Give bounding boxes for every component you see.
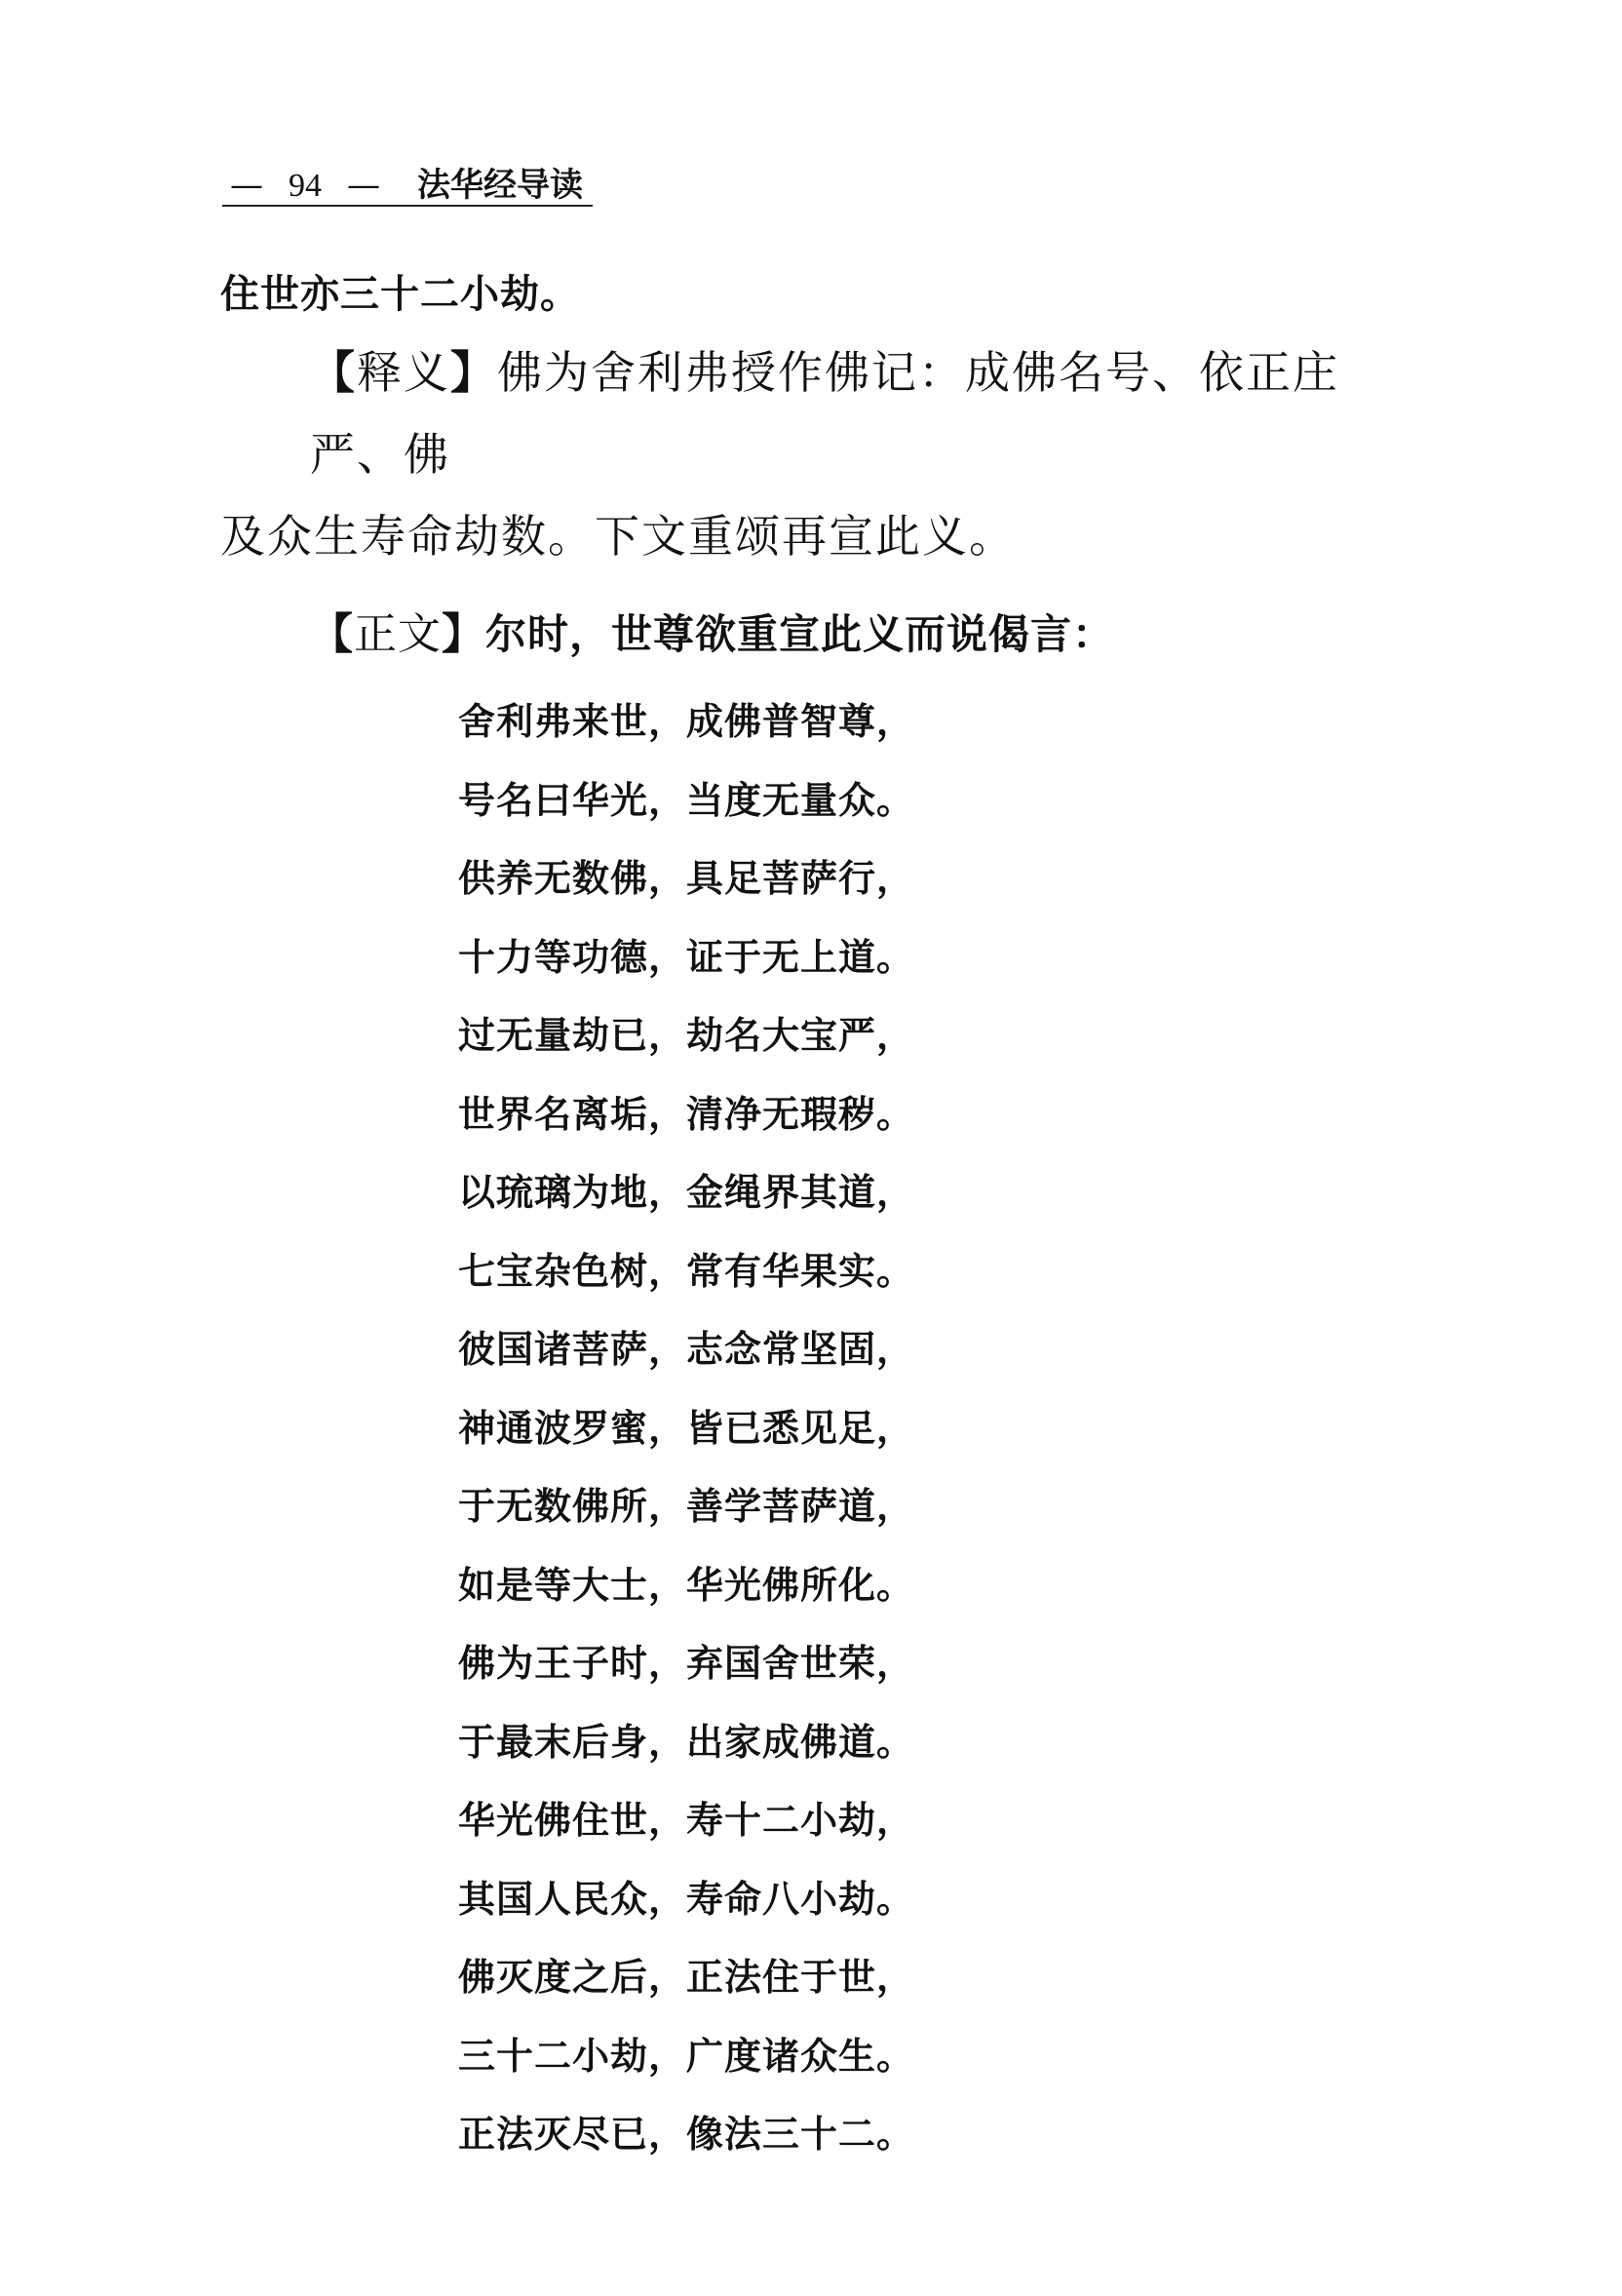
verse-line: 舍利弗来世，成佛普智尊，: [458, 700, 915, 743]
header-dash-left: —: [230, 166, 263, 205]
explanation-paragraph: [220, 331, 1429, 577]
explanation-line-2: 及众生寿命劫数。下文重颂再宣此义。: [220, 510, 1016, 563]
book-title: 法华经导读: [417, 166, 583, 205]
header-dash-right: —: [347, 166, 380, 205]
verse-line: 三十二小劫，广度诸众生。: [458, 2034, 915, 2078]
verse-line: 十力等功德，证于无上道。: [458, 935, 915, 979]
verse-line: 过无量劫已，劫名大宝严，: [458, 1014, 915, 1057]
verse-line: 世界名离垢，清净无瑕秽。: [458, 1092, 915, 1136]
explanation-line-1: [220, 331, 1429, 495]
verse-line: 七宝杂色树，常有华果实。: [458, 1249, 915, 1293]
verse-line: 佛灭度之后，正法住于世，: [458, 1956, 915, 1999]
header-rule: [222, 205, 593, 207]
verse-line: 供养无数佛，具足菩萨行，: [458, 857, 915, 900]
explanation-label: 【释义】: [310, 346, 497, 399]
verse-line: 如是等大士，华光佛所化。: [458, 1563, 915, 1607]
explanation-text-1: 佛为舍利弗授作佛记：成佛名号、依正庄严、佛: [310, 346, 1339, 481]
main-text-label: 【正文】: [310, 609, 485, 659]
verse-line: 其国人民众，寿命八小劫。: [458, 1877, 915, 1921]
main-text-intro-text: 尔时，世尊欲重宣此义而说偈言：: [485, 610, 1115, 658]
verse-line: 华光佛住世，寿十二小劫，: [458, 1799, 915, 1842]
verse-list: [458, 682, 914, 2174]
verse-line: 正法灭尽已，像法三十二。: [458, 2113, 915, 2156]
verse-line: 彼国诸菩萨，志念常坚固，: [458, 1328, 915, 1371]
continuation-line: 住世亦三十二小劫。: [220, 272, 580, 317]
verse-line: 以琉璃为地，金绳界其道，: [458, 1171, 915, 1214]
verse-line: 于最末后身，出家成佛道。: [458, 1720, 915, 1764]
verse-line: 号名曰华光，当度无量众。: [458, 778, 915, 822]
verse-line: 佛为王子时，弃国舍世荣，: [458, 1642, 915, 1685]
main-text-intro: [310, 599, 1114, 661]
running-header: [222, 158, 583, 207]
page-number: 94: [289, 168, 322, 204]
verse-line: 神通波罗蜜，皆已悉见足，: [458, 1406, 915, 1450]
verse-line: 于无数佛所，善学菩萨道，: [458, 1485, 915, 1528]
